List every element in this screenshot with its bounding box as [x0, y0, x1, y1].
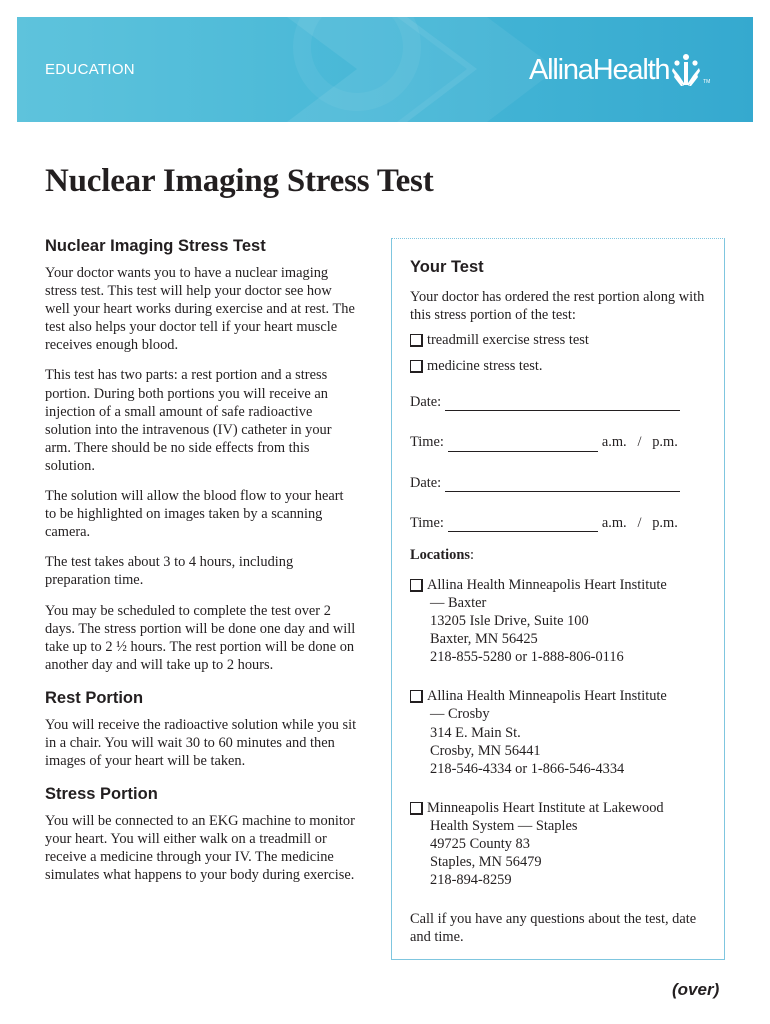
paragraph-stress: You will be connected to an EKG machine to monitor your heart. You will either walk on a treadmill or receive a medicine through your IV. The medicine simulates what happens to your body during exercise. — [45, 813, 355, 884]
location-city: Staples, MN 56479 — [430, 854, 542, 871]
over-label: (over) — [672, 980, 720, 999]
location-phone: 218-546-4334 or 1-866-546-4334 — [430, 760, 625, 777]
locations-label-text: Locations — [410, 546, 470, 563]
location-phone: 218-894-8259 — [430, 872, 512, 889]
option-treadmill — [410, 331, 715, 349]
date-field-1[interactable] — [445, 397, 680, 411]
paragraph: The solution will allow the blood flow to your heart to be highlighted on images taken by a scanning camera. — [45, 488, 344, 541]
am-pm-label: a.m. / p.m. — [601, 434, 678, 451]
logo-text: AllinaHealth — [529, 54, 670, 86]
location-city: Baxter, MN 56425 — [430, 631, 538, 648]
checkbox-location-baxter[interactable] — [410, 579, 422, 591]
location-name: Allina Health Minneapolis Heart Institute — [427, 576, 667, 593]
location-sub: — Baxter — [430, 594, 487, 611]
header-banner — [17, 17, 753, 122]
your-test-intro: Your doctor has ordered the rest portion along with this stress portion of the test: — [410, 289, 705, 324]
time-field-1[interactable] — [448, 438, 598, 452]
option-label: medicine stress test. — [427, 358, 543, 375]
location-name: Allina Health Minneapolis Heart Institute — [427, 688, 667, 705]
am-pm-label: a.m. / p.m. — [601, 514, 678, 531]
time-field-2[interactable] — [448, 518, 598, 532]
trademark: TM — [703, 79, 711, 85]
paragraph: You may be scheduled to complete the test over 2 days. The stress portion will be done one day and will take up to 2 ½ hours. The rest portion will be done on another day and will take up to 2 hours. — [45, 602, 356, 673]
checkbox-treadmill[interactable] — [410, 334, 422, 346]
date-line-1 — [410, 393, 715, 411]
time-label: Time: — [410, 434, 444, 451]
location-sub: Health System — Staples — [430, 817, 578, 834]
locations-colon: : — [469, 546, 474, 563]
date-line-2 — [410, 474, 715, 492]
section-heading-intro: Nuclear Imaging Stress Test — [45, 237, 266, 255]
time-label: Time: — [410, 514, 444, 531]
location-phone: 218-855-5280 or 1-888-806-0116 — [430, 649, 624, 666]
your-test-box — [391, 238, 725, 960]
paragraph: This test has two parts: a rest portion and a stress portion. During both portions you will receive an injection of a small amount of safe radioactive solution into the intravenous (IV) catheter in your arm. There should be no side effects from this solution. — [45, 367, 332, 474]
allina-people-icon — [671, 53, 701, 87]
location-sub: — Crosby — [430, 706, 490, 723]
page-title: Nuclear Imaging Stress Test — [45, 163, 434, 199]
arrow-graphic-icon — [247, 17, 577, 122]
location-name: Minneapolis Heart Institute at Lakewood — [427, 799, 664, 816]
allina-health-logo — [529, 50, 711, 90]
location-city: Crosby, MN 56441 — [430, 742, 541, 759]
location-street: 49725 County 83 — [430, 835, 530, 852]
location-baxter — [410, 576, 715, 666]
paragraph-rest: You will receive the radioactive solution while you sit in a chair. You will wait 30 to 60 minutes and then images of your heart will be taken. — [45, 716, 357, 770]
option-label: treadmill exercise stress test — [427, 332, 589, 349]
locations-label — [410, 546, 715, 564]
date-field-2[interactable] — [445, 478, 680, 492]
time-line-1 — [410, 433, 715, 451]
section-heading-rest: Rest Portion — [45, 688, 144, 707]
box-footer-text: Call if you have any questions about the test, date and time. — [410, 911, 697, 946]
location-street: 314 E. Main St. — [430, 724, 521, 741]
checkbox-medicine[interactable] — [410, 360, 422, 372]
checkbox-location-staples[interactable] — [410, 802, 422, 814]
checkbox-location-crosby[interactable] — [410, 690, 422, 702]
date-label: Date: — [410, 394, 442, 411]
paragraph: Your doctor wants you to have a nuclear imaging stress test. This test will help your doctor see how well your heart works during exercise and at rest. The test also helps your doctor tell if your heart muscle receives enough blood. — [45, 265, 355, 354]
location-staples — [410, 799, 715, 889]
option-medicine — [410, 357, 715, 375]
location-street: 13205 Isle Drive, Suite 100 — [430, 613, 589, 630]
education-label: EDUCATION — [45, 61, 135, 78]
left-column — [45, 233, 357, 897]
section-heading-stress: Stress Portion — [45, 785, 158, 804]
time-line-2 — [410, 514, 715, 532]
location-crosby — [410, 687, 715, 777]
date-label: Date: — [410, 474, 442, 491]
your-test-heading: Your Test — [410, 258, 484, 276]
paragraph: The test takes about 3 to 4 hours, including preparation time. — [45, 554, 294, 589]
